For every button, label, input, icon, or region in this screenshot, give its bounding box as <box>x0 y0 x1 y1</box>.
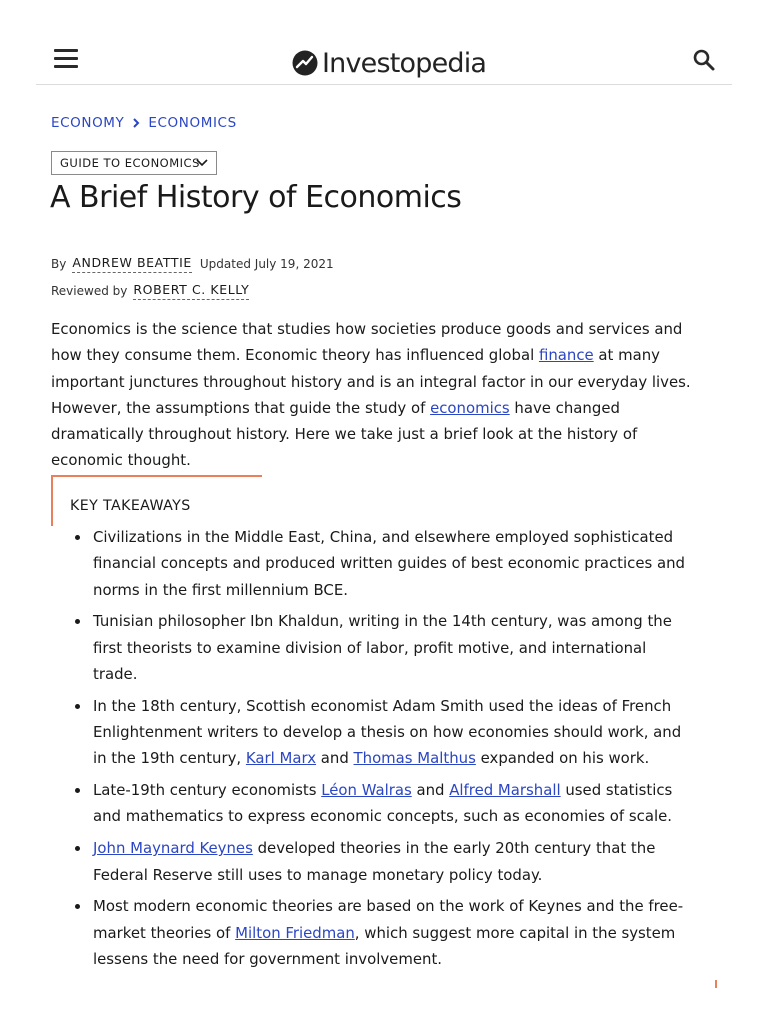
chevron-down-icon <box>196 158 208 168</box>
key-takeaways-title: KEY TAKEAWAYS <box>70 498 191 514</box>
author-link[interactable]: ANDREW BEATTIE <box>72 255 192 273</box>
guide-dropdown-button[interactable] <box>51 151 217 175</box>
list-item-text: Late-19th century economists <box>93 781 322 800</box>
list-item-text: expanded on his work. <box>475 749 650 768</box>
list-item <box>74 893 692 972</box>
list-item-text: Most modern economic theories are based on the work of Keynes and the free-market theories of <box>93 897 684 942</box>
list-item-text: used statistics and mathematics to express economic concepts, such as economies of scale. <box>93 781 673 826</box>
key-takeaways-border-corner <box>715 980 717 988</box>
search-icon[interactable] <box>692 48 716 72</box>
chevron-right-icon <box>131 117 141 129</box>
article-intro <box>51 316 701 474</box>
guide-dropdown-label: GUIDE TO ECONOMICS <box>60 156 200 170</box>
intro-text: have changed dramatically throughout history. Here we take just a brief look at the history of economic thought. <box>51 398 638 470</box>
article-title: A Brief History of Economics <box>50 180 462 215</box>
investopedia-logo-icon <box>292 50 318 76</box>
updated-date: Updated July 19, 2021 <box>199 257 334 271</box>
list-item-text: Tunisian philosopher Ibn Khaldun, writing in the 14th century, was among the first theorists to examine division of labor, profit motive, and international trade. <box>93 612 672 683</box>
thomas-malthus-link[interactable]: Thomas Malthus <box>353 749 476 768</box>
list-item-text: and <box>411 781 450 800</box>
byline-prefix: By <box>51 257 67 271</box>
byline-author <box>51 255 334 273</box>
list-item <box>74 693 692 772</box>
hamburger-menu-icon[interactable] <box>54 49 78 71</box>
list-item <box>74 608 692 687</box>
leon-walras-link[interactable]: Léon Walras <box>321 781 412 800</box>
list-item-text: , which suggest more capital in the system lessens the need for government involvement. <box>93 923 676 968</box>
reviewer-link[interactable]: ROBERT C. KELLY <box>133 282 249 300</box>
milton-friedman-link[interactable]: Milton Friedman <box>235 923 355 942</box>
list-item-text: In the 18th century, Scottish economist Adam Smith used the ideas of French Enlightenment writers to develop a thesis on how economies should work, and in the 19th century, <box>93 696 682 768</box>
list-item <box>74 835 692 888</box>
breadcrumb-item-economics[interactable]: ECONOMICS <box>148 115 237 131</box>
list-item-text: developed theories in the early 20th century that the Federal Reserve still uses to manage monetary policy today. <box>93 839 656 884</box>
byline-reviewer <box>51 282 257 300</box>
intro-text: at many important junctures throughout history and is an integral factor in our everyday lives. However, the assumptions that guide the study of <box>51 346 691 417</box>
reviewed-prefix: Reviewed by <box>51 284 128 298</box>
viewport-cutoff <box>0 982 768 1024</box>
site-header <box>36 40 732 85</box>
key-takeaways-border-top <box>51 475 262 477</box>
list-item <box>74 777 692 830</box>
breadcrumb-item-economy[interactable]: ECONOMY <box>51 115 125 131</box>
intro-text: Economics is the science that studies how societies produce goods and services and how they consume them. Economic theory has influenced global <box>51 320 683 365</box>
karl-marx-link[interactable]: Karl Marx <box>245 749 317 768</box>
logo-text: Investopedia <box>322 47 487 79</box>
site-logo[interactable] <box>292 46 486 80</box>
economics-link[interactable]: economics <box>430 398 510 417</box>
list-item-text: Civilizations in the Middle East, China, and elsewhere employed sophisticated financial concepts and produced written guides of best economic practices and norms in the first millennium BCE. <box>93 528 685 599</box>
alfred-marshall-link[interactable]: Alfred Marshall <box>449 781 561 800</box>
john-maynard-keynes-link[interactable]: John Maynard Keynes <box>93 839 253 858</box>
finance-link[interactable]: finance <box>538 346 594 365</box>
breadcrumb <box>51 115 237 131</box>
key-takeaways-list <box>74 524 692 1024</box>
list-item <box>74 524 692 603</box>
list-item-text: and <box>316 749 354 768</box>
key-takeaways-border-left <box>51 475 53 526</box>
